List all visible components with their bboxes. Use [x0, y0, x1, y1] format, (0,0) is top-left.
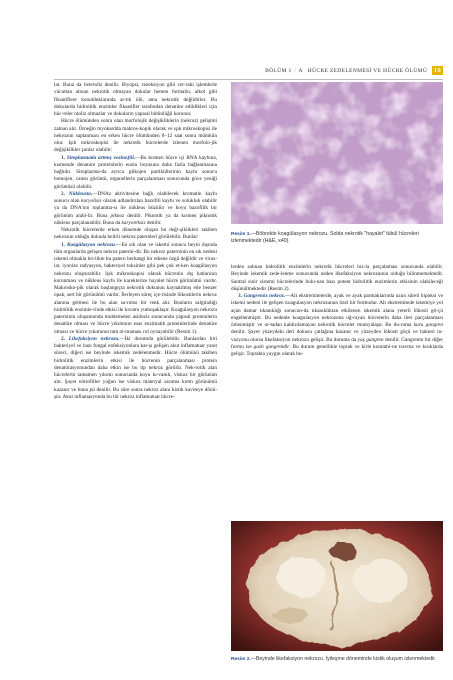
caption-text: —Böbrekte koagülasyon nekrozu. Solda nekrotik "hayalet" tübül hücreleri izlenmektedir (H&E, x40). — [231, 231, 419, 244]
item-heading: Koagülasyon nekrozu. — [66, 241, 117, 248]
header-chapter: BÖLÜM 1 — [265, 67, 292, 74]
brain-specimen-image — [231, 521, 443, 651]
text-run: . Bu durum genellikle toprak ve kirle kontami-ne travma ve kırıklarda gelişir. Toprakta yaygın olarak bu- — [231, 343, 443, 357]
list-item — [54, 336, 217, 401]
list-item — [54, 242, 217, 336]
text-run: denilir. Biyopsi, rezeksiyon gibi cer-rahi işlemlerle vücuttan alınan nekrotik olmayan dokular hemen formalin, alkol gibi fiksatiflere konulduklarında ar-tık ölü, ama nekrotik değildirler. Bu dokularda hidrolitik enzimler fiksatifler tarafından denatüre edildikleri için hüc-reler otoliz olmazlar ve dokuların yapısal bütünlüğü korunur. — [54, 82, 217, 117]
text-run: denilir. Şayet yüzeydeki deri dokusu çatlağına kazanır ve yüzeyden lökosit göçü ve bakteri in-vazyonu olursa likefaksiyon nekrozu gelişir. Bu duruma da — [231, 329, 443, 343]
italic-term: heteroliz — [83, 82, 103, 88]
header-chapter-letter: A — [298, 67, 303, 74]
list-item — [54, 191, 217, 227]
item-number: 1. — [61, 241, 65, 248]
paragraph: Nekrotik hücrelerde erken dönemde oluşan bu deği-şiklikleri takiben nekrozun olduğu dokuda belirli nekroz paternleri görülebilir. Bunlar: — [54, 227, 217, 241]
page-number: 19 — [433, 67, 441, 74]
header-title: HÜCRE ZEDELENMESİ VE HÜCRE ÖLÜMÜ — [307, 67, 428, 74]
right-text-column — [231, 264, 443, 520]
paragraph: Hücre ölümünden sonra olan morfolojik değişikliklerin (nekroz) gelişimi zaman alır. Örneğin myokardda makros-kopik olarak ve ışık mikroskopisi ile nekrozun saptanması en erken hücre ölümünden 8–12 saat sonra mümkün olur. Işık mikroskopisi ile nekrotik hücrelerde izlenen morfolo-jik değişiklikler şunlar olabilir: — [54, 118, 217, 154]
italic-term: yaş gangren — [357, 336, 384, 343]
paragraph: lerden salınan hidrolitik enzimlerin nekrotik hücreleri hız-la parçalaması sonucunda olabilir. Beyinde iskemik zede-lenme sonucunda neden likefaksiyon nekrozunun olduğu bilinmemektedir. Santral sinir sistemi hücrelerinde bulu-nan bazı potent hidrolitik enzimlerin etkisinin olabileceği düşünülmektedir (Resim 2). — [231, 264, 443, 292]
item-number: 2. — [61, 335, 65, 342]
item-number: 2. — [61, 190, 65, 197]
figure-1-micrograph — [231, 82, 443, 224]
text-run: —DNAz aktivitesine bağlı olabilecek kromatin kaybı sonucu olan — [54, 190, 217, 204]
figure-label: Resim 2. — [231, 657, 251, 662]
text-run: —Alt ekstremitelerde, ayak ve ayak parmaklarında uzun süreli hipoksi ve iskemi nedeni ile gelişen koagulasyon nekrozunun özel bir formudur. Alt ekstremitede iskemiye yol açan damar tıkanıklığı sonucun-da tıkanıklıktan etkilenen iskemik alana yeterli lökosit gö-çü engellenmiştir. Bu nedenle koagulasyon nekrozuna uğ-rayan hücrelerin daha ileri parçalanması önlenmiştir ve or-tadan kaldırılamayan nekrotik hücreler mumyalaşır. Bu du-ruma — [231, 293, 443, 328]
text-run: —Bu kısmen hücre içi RNA kaybına, kısmende denature proteinlerin eozin boyasına daha fazla bağlanmasına bağlıdır. Sitoplazma-da ayrıca glikojen partiküllerinin kaybı sonucu homojen, camsı görüntü, organellerin parçalanması sonucunda güve yeniği görüntüsü olabilir. — [54, 154, 217, 190]
text-run: lar. Buna da — [54, 82, 84, 88]
figure-label: Resim 1. — [231, 232, 251, 237]
caption-text: —Beyinde likefaksiyon nekrozu. İyileşme döneminde kistik oluşum izlenmektedir. — [250, 656, 437, 662]
text-run: —İki durumda görülebilir. Bunlardan biri bakteriyel ve bazı fungal enfeksiyonlara kar-şı gelişen akut inflamatuar yanıt süreci, diğeri ise beyinde iskemik zedelenmedir. Hücre ölümünü takiben hidrolitik enzimlerin etkisi ile hücrenin parçalanması protein denatürasyonundan daha etkin ise bu tip nekroz görülür. Nek-rotik alan hücrelerin tamamen yıkımı sonucunda koyu kı-vamlı, viskoz bir görünüm alır. Şayet nötrofiller yoğun ise viskoz materyal sarımsı krem görünümü kazanır ve buna — [54, 335, 217, 393]
header-separator: / — [294, 67, 297, 74]
text-run: —En sık olan ve iskemi sonucu beyin dışında tüm organlarda gelişen nekroz paterni-dir. Bu nekroz paterninin en sık nedeni iskemi olmakla bir-likte bu patern herhangi bir etkene özgü değildir ve virus-lar, iyonize radyasyon, bakteriyel toksinler gibi pek çok et-ken koagülasyon nekrozu oluşturabilir. Işık mikroskopisi olarak hücrenin dış hatlarının korunması ve nükleus kaybı ile karekterize hayalet hücre görünümü vardır. Makrosko-pik olarak başlangıçta nekrotik dokunun kaynatılmış etle benzer opak, sert bir görünümü vardır. İlerleyen süreç içe-risinde lökositlerin nekroz alanına gelmesi ile bu alan sa-rımsı bir renk alır. Bunların salgıladığı hidrolitik enzimle-rinde etkisi ile kıvamı yumuşaklaşır. Koagulasyon nekrozu paterninin oluşumunda muhtemelen asidozis sonucunda yapısal proteinlerin denatüre olması ve hücre yıkımının esas enzimatik proteinlerinde denatüre olması ve hücre yıkımının tam ol-maması rol oynayabilir (Resim 1). — [54, 241, 217, 335]
text-run: denilir. Bu süre sonra nekroz alanı kistik kaviteye dönü-şür. Akut inflamasyonda bu tür nekroz inflamatuar hücre- — [54, 386, 217, 400]
figure-1-caption — [231, 231, 443, 245]
figure-2-caption — [231, 656, 443, 663]
text-run: denilir. Piknotik ya da kısmen piknotik nükleus parçalanabilir. Buna da — [54, 212, 217, 226]
item-number: 3. — [238, 293, 242, 299]
running-header — [200, 66, 443, 78]
italic-term: kuru gangren — [413, 322, 443, 328]
left-text-column — [54, 82, 217, 622]
italic-term: gazlı gangrendir — [253, 343, 290, 350]
text-run: olarak adlandırılan bazofili kaybı ve solukluk olabilir ya da DNA'nın toplanma-sı ile nükleus büzülür ve koyu bazofilik bir görünüm alabi-lir. Buna — [54, 198, 217, 219]
list-item — [54, 155, 217, 191]
micrograph-image — [231, 82, 443, 224]
paragraph — [54, 82, 217, 118]
text-run: denilir. Gangrenin bir diğer formu ise — [231, 336, 443, 350]
italic-term: karyolisis — [81, 198, 102, 204]
list-item — [231, 293, 443, 358]
italic-term: piknoz — [110, 212, 125, 219]
text-run: denilir. — [145, 219, 162, 226]
italic-term: karyoreksis — [121, 219, 146, 226]
figure-2-photo — [231, 521, 443, 651]
item-heading: Likefaksiyon nekrozu. — [68, 335, 120, 342]
item-heading: Sitoplazmada artmış eozinofili. — [66, 154, 136, 161]
italic-term: pü — [89, 386, 95, 393]
item-heading: Gangrenöz nekroz. — [243, 293, 286, 299]
item-number: 1. — [61, 154, 65, 161]
header-rule — [54, 79, 443, 80]
item-heading: Nükleusta. — [68, 190, 93, 197]
